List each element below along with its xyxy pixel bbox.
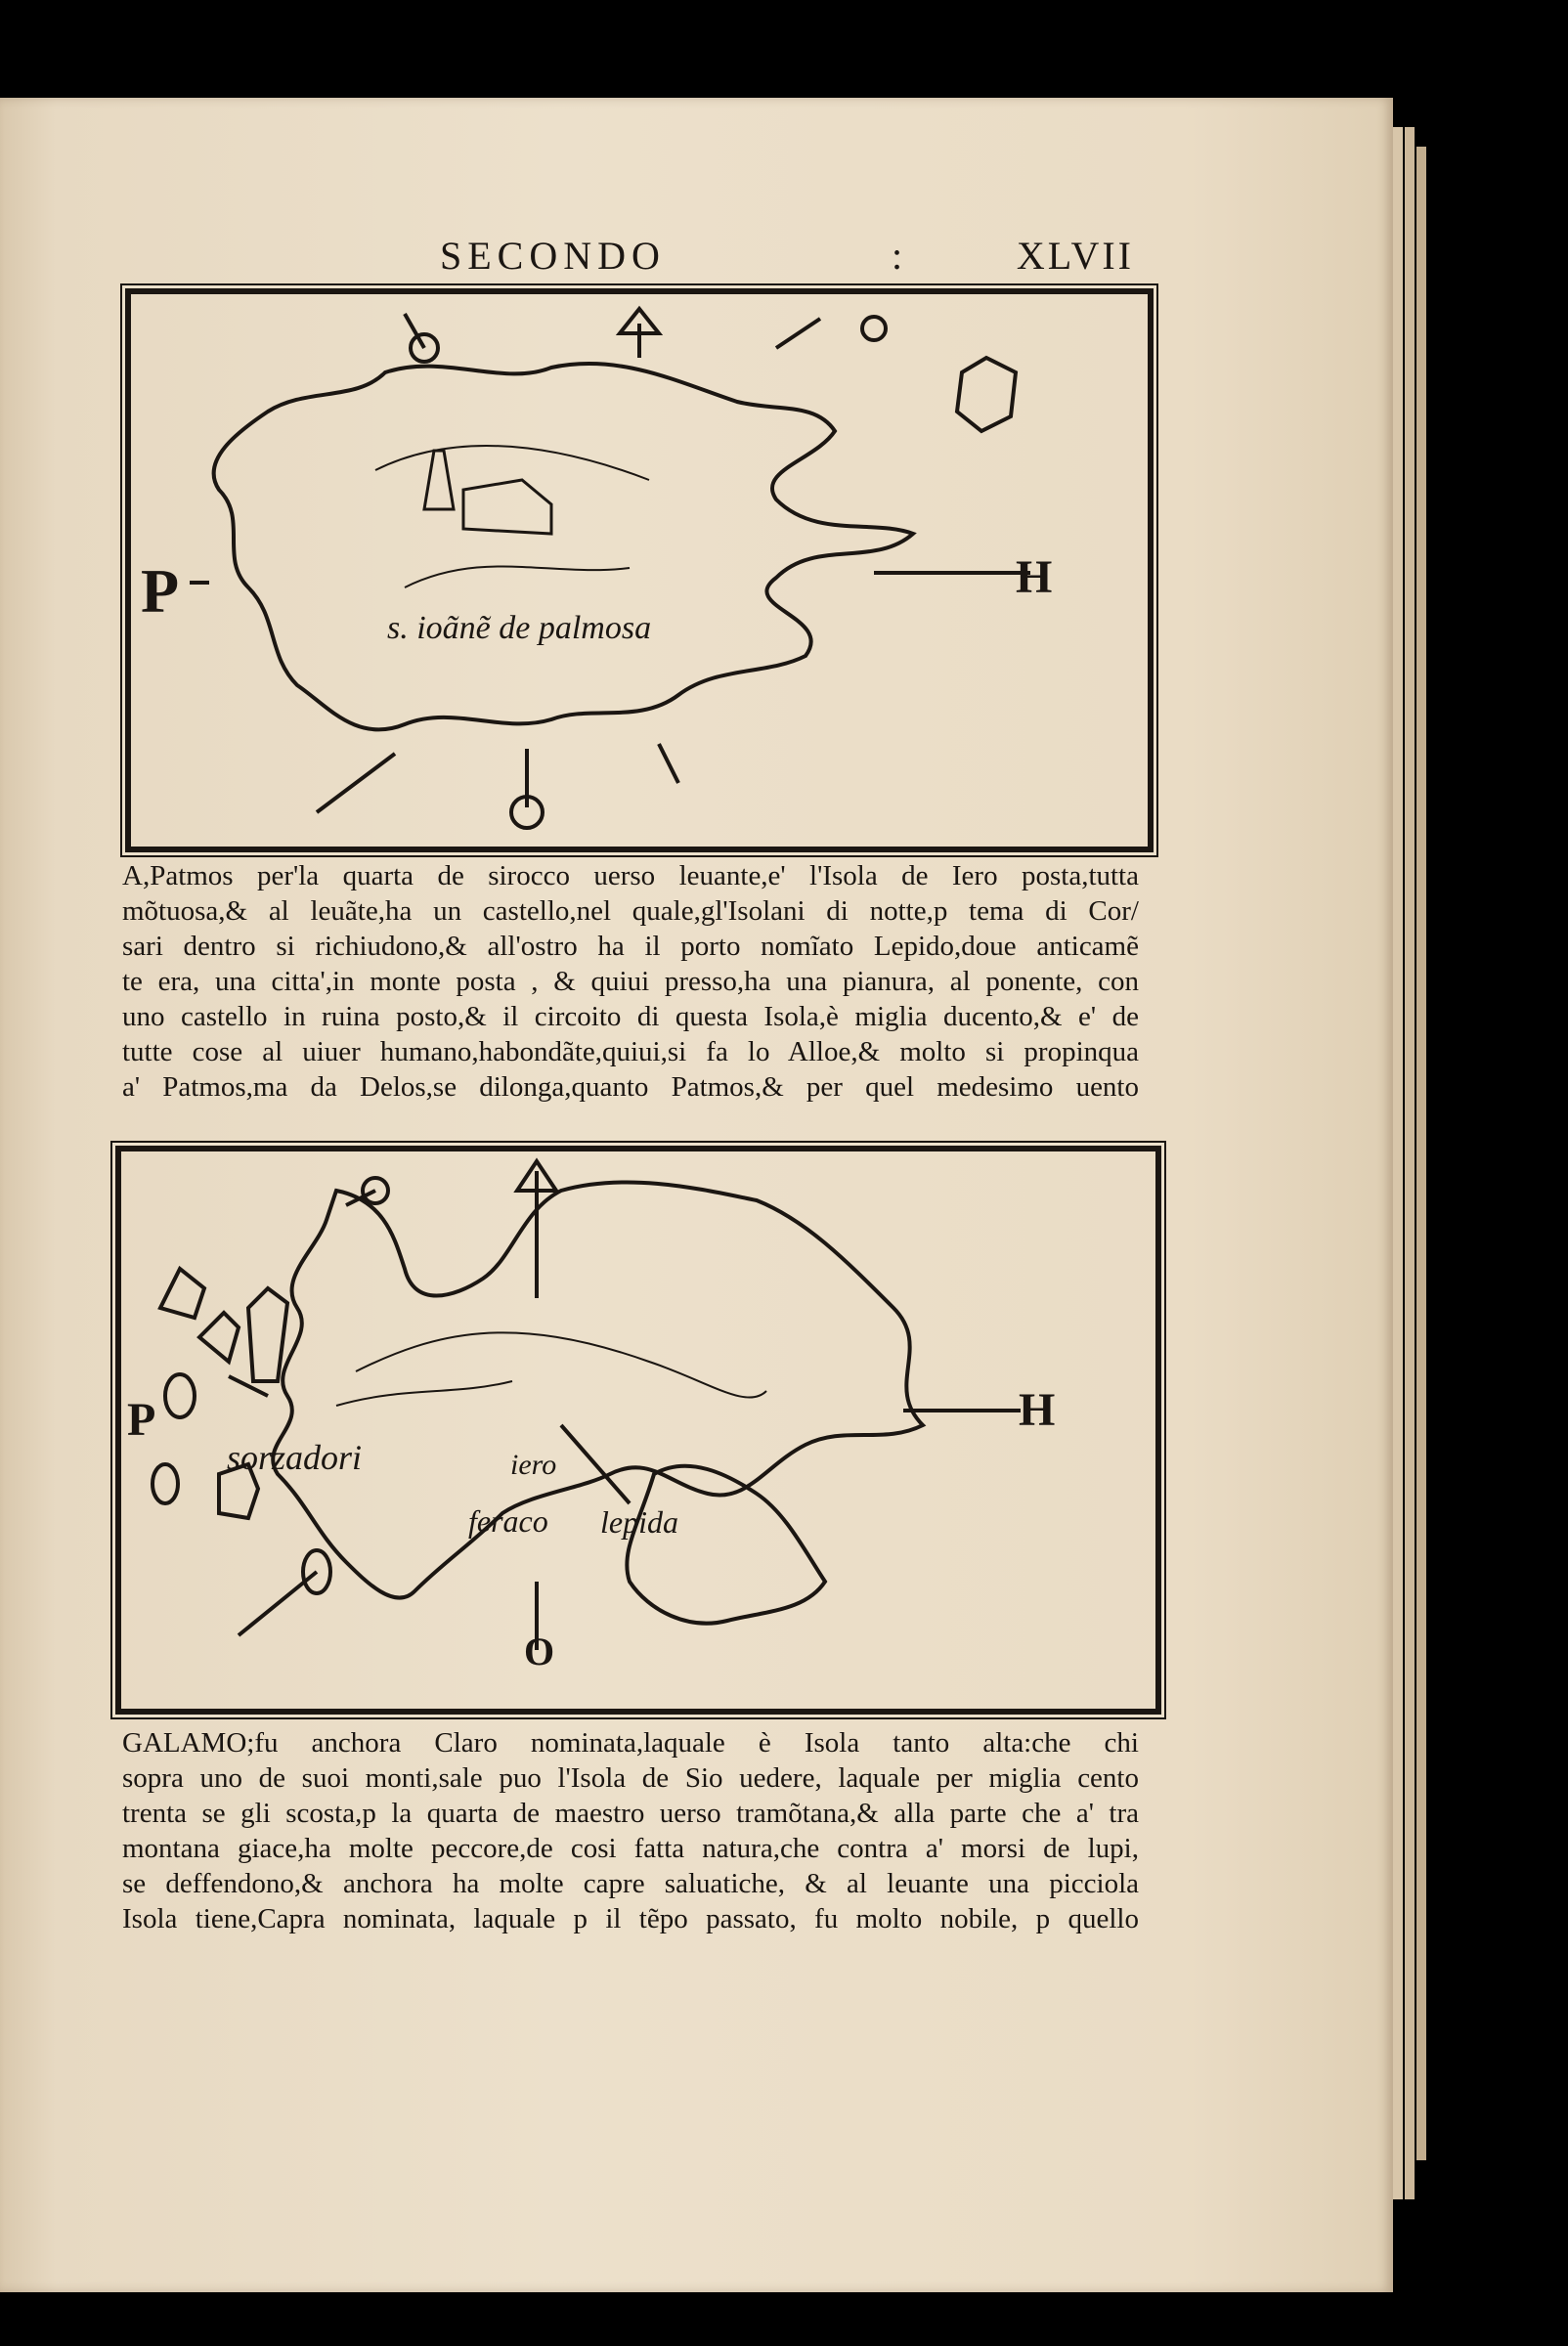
map-patmos-drawing — [131, 294, 1148, 847]
paragraph-calamo — [122, 1725, 1139, 1936]
page-edge-1 — [1393, 127, 1403, 2199]
map2-east-label: H — [1019, 1384, 1056, 1436]
text-line: te era, una citta',in monte posta , & quiui presso,ha una pianura, al ponente, con — [122, 966, 1139, 997]
northeast-marker-icon — [862, 317, 886, 340]
map1-west-label: P — [141, 556, 180, 626]
map2-label-lepida: lepida — [600, 1504, 678, 1540]
map-iero — [115, 1146, 1161, 1715]
text-line: sopra uno de suoi monti,sale puo l'Isola de Sio uedere, laquale per miglia cento — [122, 1762, 1139, 1794]
map2-label-feraco: feraco — [468, 1503, 548, 1539]
text-line: mõtuosa,& al leuãte,ha un castello,nel quale,gl'Isolani di notte,p tema di Cor/ — [122, 895, 1139, 927]
map1-east-label: H — [1016, 551, 1053, 603]
text-line: a' Patmos,ma da Delos,se dilonga,quanto Patmos,& per quel medesimo uento — [122, 1071, 1139, 1103]
map2-west-label: P — [127, 1394, 156, 1446]
folio-number: XLVII — [1016, 234, 1134, 278]
text-line: GALAMO;fu anchora Claro nominata,laquale è Isola tanto alta:che chi — [122, 1727, 1139, 1759]
map2-south-label: O — [524, 1629, 555, 1673]
text-line: trenta se gli scosta,p la quarta de maestro uerso tramõtana,& alla parte che a' tra — [122, 1798, 1139, 1829]
map-patmos — [125, 288, 1154, 852]
page-edge-2 — [1405, 127, 1415, 2199]
map2-label-sorzadori: sorzadori — [227, 1438, 363, 1477]
text-line: se deffendono,& anchora ha molte capre saluatiche, & al leuante una picciola — [122, 1868, 1139, 1899]
text-line: A,Patmos per'la quarta de sirocco uerso leuante,e' l'Isola de Iero posta,tutta — [122, 860, 1139, 891]
text-line: tutte cose al uiuer humano,habondãte,quiui,si fa lo Alloe,& molto si propinqua — [122, 1036, 1139, 1067]
running-header — [440, 233, 1134, 282]
text-line: Isola tiene,Capra nominata, laquale p il tẽpo passato, fu molto nobile, p quello — [122, 1903, 1139, 1934]
header-title: SECONDO — [440, 234, 666, 278]
map1-place-label: s. ioãnẽ de palmosa — [387, 610, 652, 646]
text-line: uno castello in ruina posto,& il circoito di questa Isola,è miglia ducento,& e' de — [122, 1001, 1139, 1032]
map-iero-drawing — [121, 1151, 1155, 1709]
map2-label-iero: iero — [510, 1449, 557, 1481]
text-line: montana giace,ha molte peccore,de cosi fatta natura,che contra a' morsi de lupi, — [122, 1833, 1139, 1864]
header-separator: : — [892, 234, 909, 278]
paragraph-patmos — [122, 858, 1139, 1105]
text-line: sari dentro si richiudono,& all'ostro ha il porto nomĩato Lepido,doue anticamẽ — [122, 931, 1139, 962]
page-edge-3 — [1416, 147, 1426, 2160]
